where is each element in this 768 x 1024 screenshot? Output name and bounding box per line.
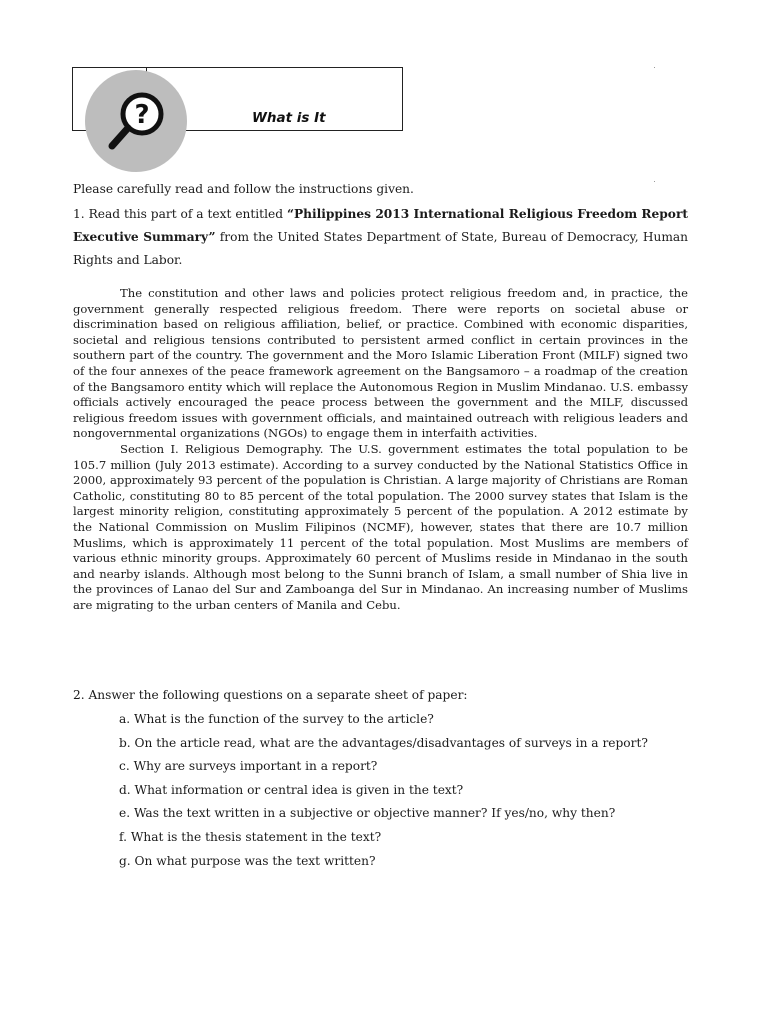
page-mark [654, 181, 655, 182]
question-item: b. On the article read, what are the advantages/disadvantages of surveys in a report? [119, 735, 648, 750]
item1-tail: from the United States Department of State, Bureau of Democracy, Human Rights and Labor. [73, 230, 689, 267]
instruction-item-2: 2. Answer the following questions on a separate sheet of paper: [73, 688, 468, 702]
item1-lead: Read this part of a text entitled [88, 207, 283, 221]
instruction-item-1 [73, 203, 688, 272]
page-mark [654, 67, 655, 68]
item1-number: 1. [73, 207, 85, 221]
question-list [119, 708, 694, 873]
section-title: What is It [252, 110, 326, 126]
report-title: “Philippines 2013 International Religious Freedom Report Executive Summary” [73, 207, 688, 244]
excerpt-paragraph-2: Section I. Religious Demography. The U.S. government estimates the total population to be 105.7 million (July 2013 estimate). According to a survey conducted by the National Statistics Office in 2000, approximately 93 percent of the population is Christian. A large majority of Christians are Roman Catholic, constituting 80 to 85 percent of the total population. The 2000 survey states that Islam is the largest minority religion, constituting approximately 5 percent of the population. A 2012 estimate by the National Commission on Muslim Filipinos (NCMF), however, states that there are 10.7 million Muslims, which is approximately 11 percent of the total population. Most Muslims are members of various ethnic minority groups. Approximately 60 percent of Muslims reside in Mindanao in the south and nearby islands. Although most belong to the Sunni branch of Islam, a small number of Shia live in the provinces of Lanao del Sur and Zamboanga del Sur in Mindanao. An increasing number of Muslims are migrating to the urban centers of Manila and Cebu. [73, 441, 688, 612]
question-item: d. What information or central idea is given in the text? [119, 782, 464, 797]
report-excerpt [73, 286, 688, 613]
excerpt-paragraph-1: The constitution and other laws and policies protect religious freedom and, in practice, the government generally respected religious freedom. There were reports on societal abuse or discrimination based on religious affiliation, belief, or practice. Combined with economic disparities, societal and religious tensions contributed to persistent armed conflict in certain provinces in the southern part of the country. The government and the Moro Islamic Liberation Front (MILF) signed two of the four annexes of the peace framework agreement on the Bangsamoro – a roadmap of the creation of the Bangsamoro entity which will replace the Autonomous Region in Muslim Mindanao. U.S. embassy officials actively encouraged the peace process between the government and the MILF, discussed religious freedom issues with government officials, and maintained outreach with religious leaders and nongovernmental organizations (NGOs) to engage them in interfaith activities. [73, 286, 688, 441]
question-item: g. On what purpose was the text written? [119, 853, 376, 868]
instructions: Please carefully read and follow the instructions given. [73, 182, 414, 196]
question-magnifier-icon [84, 69, 188, 173]
question-item: e. Was the text written in a subjective or objective manner? If yes/no, why then? [119, 806, 616, 821]
svg-text:?: ? [134, 100, 150, 130]
question-item: a. What is the function of the survey to the article? [119, 712, 434, 726]
question-item: f. What is the thesis statement in the text? [119, 829, 382, 844]
question-item: c. Why are surveys important in a report? [119, 759, 378, 774]
